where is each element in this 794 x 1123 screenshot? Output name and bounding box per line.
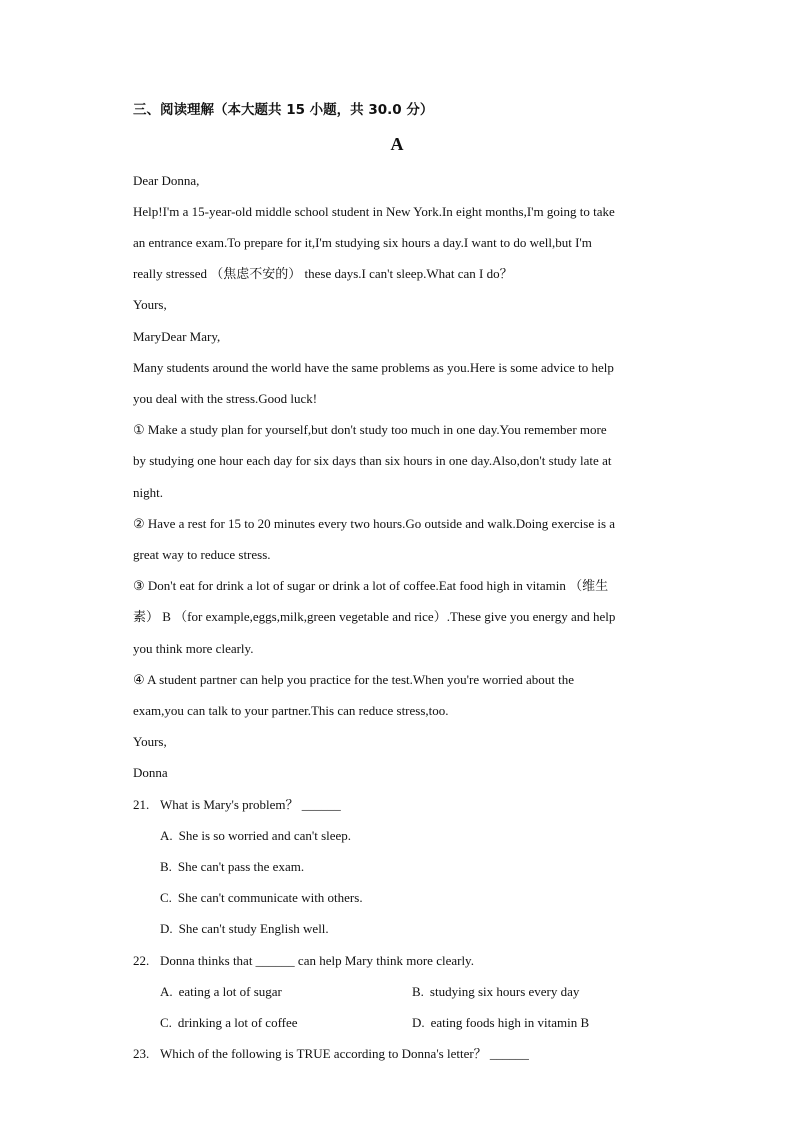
letter-line: MaryDear Mary, xyxy=(133,329,221,344)
option-text: She can't pass the exam. xyxy=(177,859,305,874)
letter-line: really stressed （焦虑不安的） these days.I can't sleep.What can I do？ xyxy=(133,266,513,281)
letter-line: 素） B （for example,eggs,milk,green vegetable and rice）.These give you energy and help xyxy=(133,609,616,624)
option-letter: D. xyxy=(412,1015,425,1030)
answer-option-d[interactable] xyxy=(412,1015,589,1031)
letter-line: ④ A student partner can help you practice for the test.When you're worried about the xyxy=(133,672,575,687)
letter-line: great way to reduce stress. xyxy=(133,547,271,562)
answer-option-c[interactable] xyxy=(160,1015,298,1031)
option-text: She can't study English well. xyxy=(178,921,329,936)
question-number: 21. xyxy=(133,797,150,812)
option-text: eating foods high in vitamin B xyxy=(430,1015,590,1030)
question-number: 22. xyxy=(133,953,150,968)
option-letter: B. xyxy=(412,984,424,999)
letter-line: exam,you can talk to your partner.This can reduce stress,too. xyxy=(133,703,449,718)
option-text: studying six hours every day xyxy=(429,984,580,999)
answer-option-d[interactable] xyxy=(160,921,329,937)
letter-line: by studying one hour each day for six days than six hours in one day.Also,don't study late at xyxy=(133,453,612,468)
answer-option-b[interactable] xyxy=(160,859,304,875)
letter-line: you think more clearly. xyxy=(133,641,254,656)
option-letter: A. xyxy=(160,984,173,999)
option-text: She can't communicate with others. xyxy=(177,890,363,905)
answer-option-c[interactable] xyxy=(160,890,363,906)
letter-line: an entrance exam.To prepare for it,I'm studying six hours a day.I want to do well,but I'm xyxy=(133,235,592,250)
answer-option-b[interactable] xyxy=(412,984,579,1000)
option-letter: B. xyxy=(160,859,172,874)
letter-line: ① Make a study plan for yourself,but don't study too much in one day.You remember more xyxy=(133,422,607,437)
letter-line: ② Have a rest for 15 to 20 minutes every two hours.Go outside and walk.Doing exercise is a xyxy=(133,516,616,531)
letter-line: night. xyxy=(133,485,163,500)
question-text: Which of the following is TRUE according to Donna's letter？ ______ xyxy=(160,1046,529,1061)
option-letter: D. xyxy=(160,921,173,936)
option-text: eating a lot of sugar xyxy=(178,984,282,999)
letter-line: Donna xyxy=(133,765,168,780)
option-text: drinking a lot of coffee xyxy=(177,1015,298,1030)
question-number: 23. xyxy=(133,1046,150,1061)
passage-title: A xyxy=(390,134,404,154)
letter-line: Help!I'm a 15-year-old middle school student in New York.In eight months,I'm going to take xyxy=(133,204,615,219)
option-text: She is so worried and can't sleep. xyxy=(178,828,352,843)
letter-line: Many students around the world have the same problems as you.Here is some advice to help xyxy=(133,360,614,375)
question-text: Donna thinks that ______ can help Mary think more clearly. xyxy=(160,953,474,968)
question-text: What is Mary's problem？ ______ xyxy=(160,797,341,812)
letter-line: Yours, xyxy=(133,297,167,312)
answer-option-a[interactable] xyxy=(160,984,282,1000)
section-heading: 三、阅读理解（本大题共 15 小题，共 30.0 分） xyxy=(133,102,434,118)
letter-line: Yours, xyxy=(133,734,167,749)
letter-line: Dear Donna, xyxy=(133,173,200,188)
letter-line: ③ Don't eat for drink a lot of sugar or drink a lot of coffee.Eat food high in vitamin （维生 xyxy=(133,578,609,593)
option-letter: A. xyxy=(160,828,173,843)
option-letter: C. xyxy=(160,890,172,905)
option-letter: C. xyxy=(160,1015,172,1030)
letter-line: you deal with the stress.Good luck! xyxy=(133,391,318,406)
answer-option-a[interactable] xyxy=(160,828,351,844)
